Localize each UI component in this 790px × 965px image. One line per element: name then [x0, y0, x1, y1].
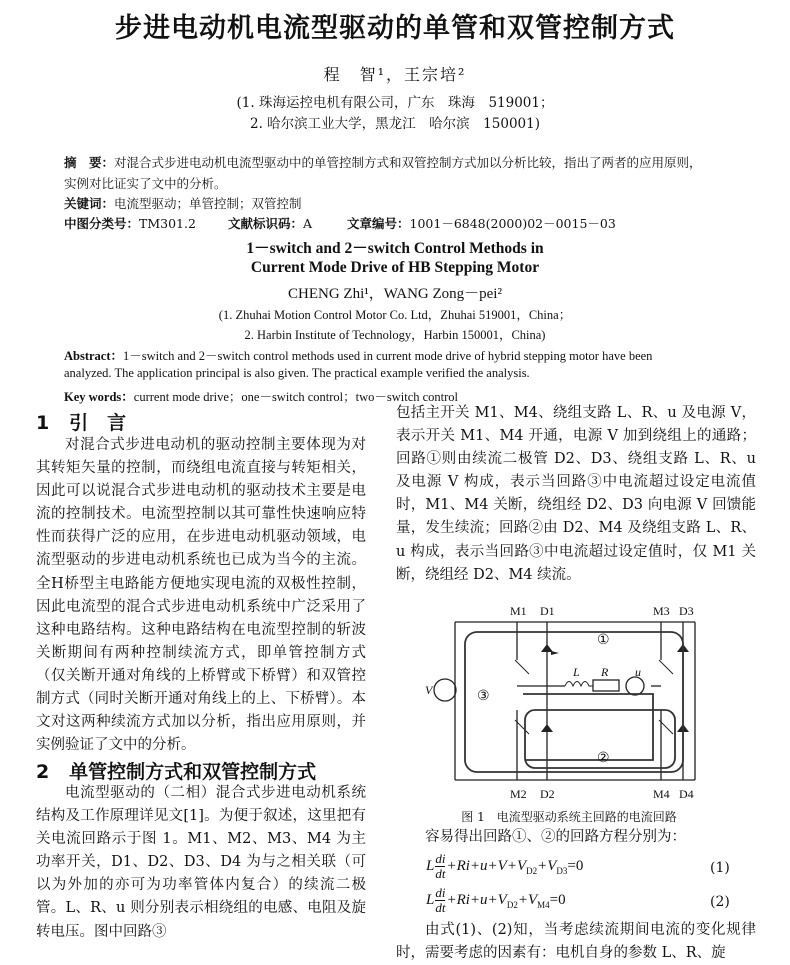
- clc-label: 中图分类号：: [64, 216, 140, 231]
- closing-paragraph: [396, 919, 756, 965]
- clc-number: [64, 214, 196, 232]
- article-number-label: 文章编号：: [347, 216, 410, 231]
- affiliation-line-2: 2. 哈尔滨工业大学，黑龙江 哈尔滨 150001): [250, 116, 540, 132]
- eq2-tail: =0: [549, 891, 566, 908]
- abstract-en-line-1: [64, 346, 652, 364]
- label-u: u: [635, 665, 641, 679]
- affiliation-line-1: (1. 珠海运控电机有限公司，广东 珠海 519001；: [236, 95, 554, 111]
- label-v: V: [425, 683, 433, 697]
- section-2-body: [36, 782, 366, 944]
- label-m2: M2: [510, 787, 527, 800]
- keywords-cn-text: 电流型驱动；单管控制；双管控制: [114, 196, 302, 211]
- eq2-mid: +V: [517, 891, 538, 908]
- abstract-cn-label: 摘 要：: [64, 155, 115, 170]
- abstract-en-line-2: analyzed. The application principal is also given. The practical example verified the analysis.: [64, 366, 530, 380]
- label-d4: D4: [679, 787, 694, 800]
- section-2-heading: [36, 757, 316, 784]
- english-affiliation-1: (1. Zhuhai Motion Control Motor Co. Ltd，Zhuhai 519001，China；: [218, 308, 572, 322]
- section-1-heading: [36, 408, 126, 435]
- author-line: 程 智¹，王宗培²: [323, 65, 467, 84]
- abstract-en-text-1: 1－switch and 2－switch control methods used in current mode drive of hybrid stepping motor have been: [123, 349, 653, 363]
- section-1-number: 1: [36, 412, 50, 434]
- doc-code-value: A: [303, 216, 313, 231]
- section-1-title: 引 言: [69, 412, 127, 434]
- english-authors: CHENG Zhi¹，WANG Zong－pei²: [288, 286, 502, 302]
- eq1-body: +Ri+u+V+V: [446, 857, 527, 874]
- label-d2: D2: [540, 787, 555, 800]
- equation-2-number: (2): [710, 894, 730, 910]
- keywords-cn-label: 关键词：: [64, 196, 115, 211]
- label-m3: M3: [653, 604, 670, 618]
- section-2-title: 单管控制方式和双管控制方式: [69, 761, 317, 783]
- label-m1: M1: [510, 604, 527, 618]
- loop-2-marker: ②: [597, 751, 610, 766]
- equation-1: [426, 852, 583, 881]
- clc-value: TM301.2: [139, 216, 196, 231]
- figure-caption: 图 1 电流型驱动系统主回路的电流回路: [461, 810, 677, 824]
- article-number: [347, 214, 616, 232]
- eq1-numerator: di: [435, 851, 446, 866]
- loop-1-marker: ①: [597, 633, 610, 648]
- eq2-sub-2: M4: [537, 899, 550, 910]
- label-d1: D1: [540, 604, 555, 618]
- eq2-lead: L: [426, 891, 435, 908]
- right-column-paragraph: [396, 402, 756, 587]
- equation-2: [426, 886, 566, 915]
- eq1-mid: +V: [537, 857, 557, 874]
- paper-title: 步进电动机电流型驱动的单管和双管控制方式: [115, 13, 675, 44]
- eq2-body: +Ri+u+V: [446, 891, 507, 908]
- eq1-denominator: dt: [435, 866, 446, 881]
- english-title-line-2: Current Mode Drive of HB Stepping Motor: [250, 259, 540, 276]
- eq2-numerator: di: [435, 885, 446, 900]
- article-number-value: 1001－6848(2000)02－0015－03: [409, 216, 616, 231]
- doc-code-label: 文献标识码：: [228, 216, 304, 231]
- section-2-paragraph: 电流型驱动的（二相）混合式步进电动机系统结构及工作原理详见文[1]。为便于叙述，这里把有关电流回路示于图 1。M1、M2、M3、M4 为主功率开关，D1、D2、D3、D4 为与之相关联（可以为外加的亦可为功率管体内复合）的续流二极管。L、R、u 则分别表示相绕组的电感、电阻及旋转电压。图中回路③: [36, 785, 366, 940]
- english-affiliation-2: 2. Harbin Institute of Technology，Harbin 150001，China): [244, 328, 546, 342]
- keywords-en-label: Key words：: [64, 390, 134, 404]
- eq2-denominator: dt: [435, 900, 446, 915]
- circuit-diagram: [425, 600, 715, 800]
- abstract-cn: [64, 152, 714, 194]
- label-l: L: [573, 665, 580, 679]
- label-d3: D3: [679, 604, 694, 618]
- equation-1-number: (1): [710, 860, 730, 876]
- right-column-text: 包括主开关 M1、M4、绕组支路 L、R、u 及电源 V，表示开关 M1、M4 开通，电源 V 加到绕组上的通路；回路①则由续流二极管 D2、D3、绕组支路 L、R、u 及电源 V 构成，表示当回路③中电流超过设定电流值时，M1、M4 关断，绕组经 D2、D3 向电源 V 回馈能量，发生续流；回路②由 D2、M4 及绕组支路 L、R、u 构成，表示当回路③中电流超过设定值时，仅 M1 关断，绕组经 D2、M4 续流。: [396, 405, 756, 583]
- closing-text: 由式(1)、(2)知，当考虑续流期间电流的变化规律时，需要考虑的因素有：电机自身的参数 L、R、旋: [396, 922, 756, 962]
- keywords-cn: [64, 194, 302, 212]
- english-title-line-1: 1－switch and 2－switch Control Methods in: [246, 240, 544, 257]
- eq1-sub-2: D3: [556, 865, 568, 876]
- equation-intro: 容易得出回路①、②的回路方程分别为：: [425, 829, 686, 845]
- label-r: R: [601, 665, 609, 679]
- eq1-tail: =0: [567, 857, 584, 874]
- section-1-paragraph: 对混合式步进电动机的驱动控制主要体现为对其转矩矢量的控制，而绕组电流直接与转矩相关，因此可以说混合式步进电动机的驱动技术主要是电流的控制技术。电流型控制以其可靠性快速响应特性而获得广泛的应用，在步进电动机驱动领域，电流型驱动的步进电动机系统也已成为当今的主流。全H桥型主电路能方便地实现电流的双极性控制，因此电流型的混合式步进电动机系统中广泛采用了这种电路结构。这种电路结构在电流型控制的斩波关断期间有两种控制续流方式，即单管控制方式（仅关断开通对角线的上桥臂或下桥臂）和双管控制方式（同时关断开通对角线上的上、下桥臂）。本文对这两种续流方式加以分析，指出应用原则，并实例验证了文中的分析。: [36, 437, 366, 754]
- abstract-en-label: Abstract：: [64, 349, 124, 363]
- loop-3-marker: ③: [477, 689, 490, 704]
- eq2-sub-1: D2: [506, 899, 518, 910]
- keywords-en-text: current mode drive；one－switch control；two－switch control: [133, 390, 459, 404]
- abstract-cn-text: 对混合式步进电动机电流型驱动中的单管控制方式和双管控制方式加以分析比较，指出了两者的应用原则，实例对比证实了文中的分析。: [64, 155, 702, 191]
- doc-code: [228, 214, 312, 232]
- label-m4: M4: [653, 787, 670, 800]
- section-2-number: 2: [36, 761, 50, 783]
- eq1-sub-1: D2: [526, 865, 538, 876]
- section-1-body: [36, 434, 366, 757]
- eq1-lead: L: [426, 857, 435, 874]
